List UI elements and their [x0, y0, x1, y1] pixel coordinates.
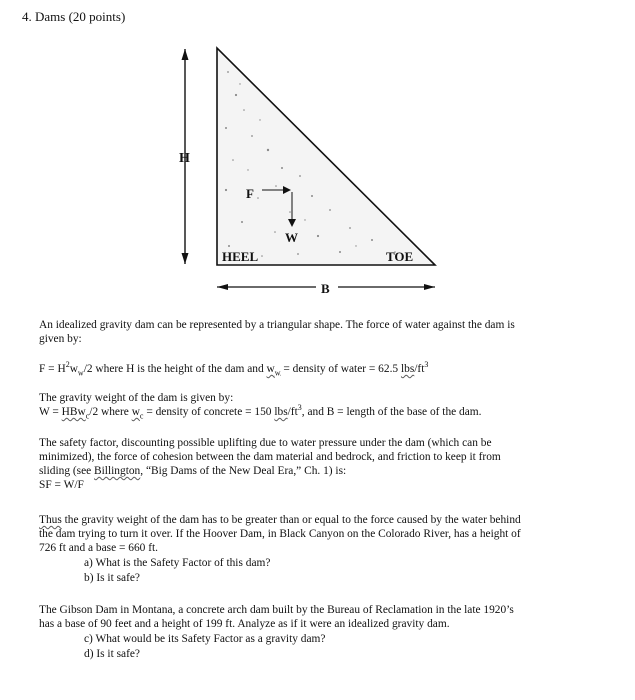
water-density-symbol: $w_w$ [266, 363, 281, 378]
gravity-weight-intro: The gravity weight of the dam is given by: [39, 392, 234, 404]
question-b: b) Is it safe? [84, 572, 140, 584]
toe-label: TOE [386, 249, 414, 264]
question-d: d) Is it safe? [84, 648, 140, 660]
intro-line-1: An idealized gravity dam can be represented by a triangular shape. The force of water against the dam is [39, 319, 515, 331]
hoover-line-1: Thus the gravity weight of the dam has to be greater than or equal to the force caused by the water behind [39, 514, 521, 526]
problem-title: 4. Dams (20 points) [22, 9, 126, 24]
water-force-equation: $F = H^2w_w/2$ where H is the height of the dam and $w_w$ = density of water = 62.5 lbs/$ft^3$ [39, 360, 429, 378]
billington-reference: Billington [94, 465, 141, 477]
base-arrow-left [217, 284, 228, 290]
question-a: a) What is the Safety Factor of this dam? [84, 557, 271, 569]
gibson-line-2: has a base of 90 feet and a height of 199 ft. Analyze as if it were an idealized gravity dam. [39, 618, 450, 630]
weight-label: W [285, 230, 298, 245]
safety-formula: SF = W/F [39, 479, 84, 491]
intro-line-2: given by: [39, 333, 82, 345]
dam-diagram [0, 0, 635, 310]
gibson-line-1: The Gibson Dam in Montana, a concrete arch dam built by the Bureau of Reclamation in the late 1920’s [39, 604, 514, 616]
hoover-line-2: the dam trying to turn it over. If the Hoover Dam, in Black Canyon on the Colorado River, has a height of [39, 528, 521, 540]
hoover-line-3: 726 ft and a base = 660 ft. [39, 542, 159, 554]
dam-triangle [217, 48, 435, 265]
base-arrow-right [424, 284, 435, 290]
safety-line-1: The safety factor, discounting possible uplifting due to water pressure under the dam (which can be [39, 437, 492, 449]
question-c: c) What would be its Safety Factor as a gravity dam? [84, 633, 326, 645]
safety-line-3: sliding (see Billington, “Big Dams of the New Deal Era,” Ch. 1) is: [39, 465, 347, 477]
force-label: F [246, 186, 254, 201]
height-arrow-top [182, 49, 189, 60]
heel-label: HEEL [222, 249, 259, 264]
height-label: H [179, 151, 190, 166]
height-arrow-bottom [182, 253, 189, 264]
base-label: B [321, 281, 330, 296]
gravity-weight-equation: W = HBw$_c$/2 where $w_c$ = density of concrete = 150 lbs/$ft^3$, and B = length of the base of the dam. [39, 403, 482, 421]
safety-line-2: minimized), the force of cohesion between the dam material and bedrock, and friction to keep it from [39, 451, 501, 463]
